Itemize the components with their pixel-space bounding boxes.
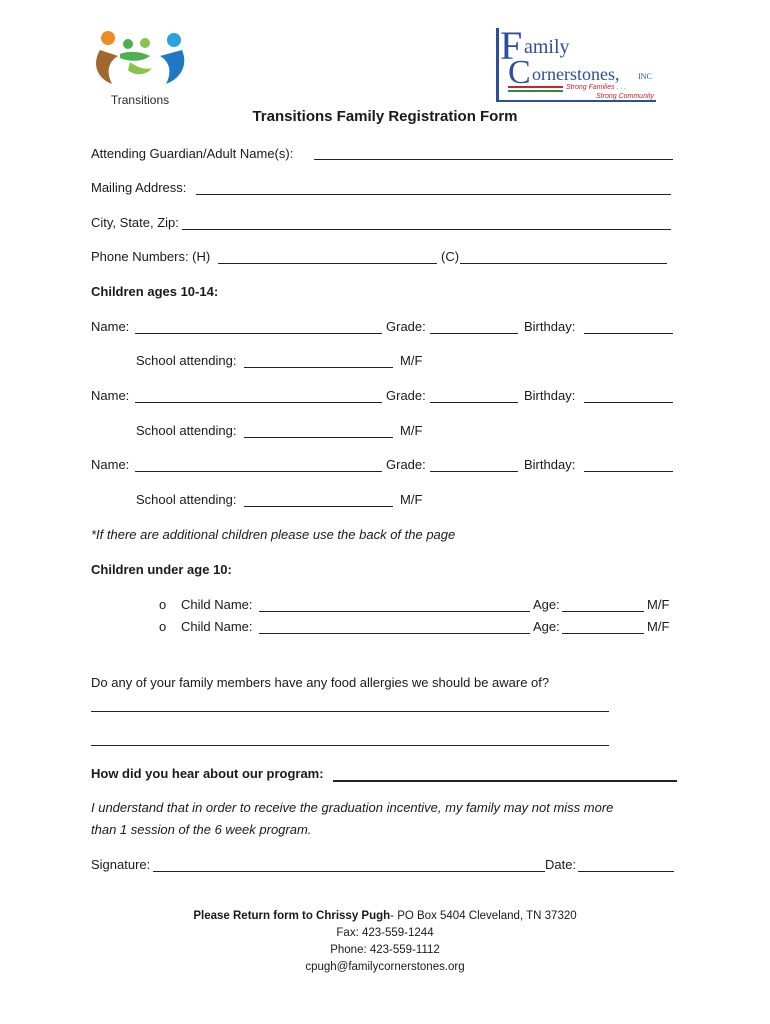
additional-children-note: *If there are additional children please use the back of the page — [91, 527, 456, 542]
form-title: Transitions Family Registration Form — [252, 108, 518, 125]
phone-cell-label: (C) — [441, 249, 460, 264]
child-school-field[interactable] — [244, 506, 393, 507]
phone-home-label: Phone Numbers: (H) — [91, 249, 211, 264]
hear-answer-field[interactable] — [333, 780, 677, 782]
phone-cell-field[interactable] — [460, 263, 667, 264]
footer-return-name: Please Return form to Chrissy Pugh — [193, 910, 391, 922]
bullet-icon: o — [159, 597, 167, 612]
signature-field[interactable] — [153, 871, 545, 872]
family-cornerstones-logo — [494, 23, 664, 106]
bullet-icon: o — [159, 619, 167, 634]
child-birthday-field[interactable] — [584, 333, 673, 334]
children-under-10-heading: Children under age 10: — [91, 562, 232, 577]
logo-frame-bottom-blue — [496, 100, 656, 102]
child-under-10-age-field[interactable] — [562, 611, 644, 612]
mailing-label: Mailing Address: — [91, 180, 187, 195]
child-under-10-age-label: Age: — [533, 597, 560, 612]
hear-question: How did you hear about our program: — [91, 766, 324, 781]
logo-word-cornerstones: ornerstones, — [532, 64, 620, 84]
footer-return-address: - PO Box 5404 Cleveland, TN 37320 — [390, 910, 577, 922]
logo-big-f: F — [500, 23, 523, 68]
guardian-label: Attending Guardian/Adult Name(s): — [91, 146, 294, 161]
footer — [0, 908, 770, 976]
guardian-field[interactable] — [314, 159, 673, 160]
logo-word-family: amily — [524, 36, 570, 58]
allergy-answer-line-2[interactable] — [91, 745, 609, 746]
child-grade-label: Grade: — [386, 388, 426, 403]
mailing-field[interactable] — [196, 194, 671, 195]
child-birthday-field[interactable] — [584, 402, 673, 403]
child-under-10-gender[interactable]: M/F — [647, 619, 670, 634]
child-school-label: School attending: — [136, 492, 237, 507]
city-label: City, State, Zip: — [91, 215, 179, 230]
child-under-10-name-label: Child Name: — [181, 597, 253, 612]
child-under-10-name-label: Child Name: — [181, 619, 253, 634]
child-school-label: School attending: — [136, 423, 237, 438]
logo-inc: INC — [638, 72, 652, 81]
footer-phone: Phone: 423-559-1112 — [330, 944, 440, 956]
child-name-label: Name: — [91, 319, 130, 334]
child-under-10-age-label: Age: — [533, 619, 560, 634]
transitions-figures-icon — [90, 28, 190, 90]
logo-big-c: C — [508, 54, 531, 91]
child-birthday-label: Birthday: — [524, 319, 576, 334]
transitions-logo-text: Transitions — [110, 93, 170, 107]
child-under-10-name-field[interactable] — [259, 633, 530, 634]
child-name-field[interactable] — [135, 471, 382, 472]
logo-frame-left — [496, 28, 499, 102]
phone-home-field[interactable] — [218, 263, 437, 264]
child-under-10-name-field[interactable] — [259, 611, 530, 612]
child-birthday-label: Birthday: — [524, 388, 576, 403]
allergy-question: Do any of your family members have any food allergies we should be aware of? — [91, 675, 550, 690]
child-grade-label: Grade: — [386, 319, 426, 334]
transitions-logo — [90, 28, 190, 107]
footer-email[interactable]: cpugh@familycornerstones.org — [305, 961, 465, 973]
child-gender[interactable]: M/F — [400, 492, 423, 507]
logo-tagline-2: Strong Community — [596, 93, 654, 100]
child-grade-field[interactable] — [430, 471, 518, 472]
child-under-10-gender[interactable]: M/F — [647, 597, 670, 612]
child-name-label: Name: — [91, 457, 130, 472]
child-grade-field[interactable] — [430, 402, 518, 403]
children-10-14-heading: Children ages 10-14: — [91, 284, 219, 299]
logo-tagline-1: Strong Families . . . — [566, 84, 627, 91]
city-field[interactable] — [182, 229, 671, 230]
footer-fax: Fax: 423-559-1244 — [336, 927, 434, 939]
child-name-label: Name: — [91, 388, 130, 403]
child-name-field[interactable] — [135, 333, 382, 334]
child-gender[interactable]: M/F — [400, 353, 423, 368]
child-birthday-field[interactable] — [584, 471, 673, 472]
child-birthday-label: Birthday: — [524, 457, 576, 472]
date-field[interactable] — [578, 871, 674, 872]
statement-line-2: than 1 session of the 6 week program. — [91, 822, 312, 837]
child-school-label: School attending: — [136, 353, 237, 368]
allergy-answer-line-1[interactable] — [91, 711, 609, 712]
child-grade-label: Grade: — [386, 457, 426, 472]
signature-label: Signature: — [91, 857, 151, 872]
child-school-field[interactable] — [244, 367, 393, 368]
child-name-field[interactable] — [135, 402, 382, 403]
footer-return-line — [0, 908, 770, 925]
child-under-10-age-field[interactable] — [562, 633, 644, 634]
date-label: Date: — [545, 857, 577, 872]
child-school-field[interactable] — [244, 437, 393, 438]
child-gender[interactable]: M/F — [400, 423, 423, 438]
child-grade-field[interactable] — [430, 333, 518, 334]
statement-line-1: I understand that in order to receive the graduation incentive, my family may not miss more — [91, 800, 614, 815]
